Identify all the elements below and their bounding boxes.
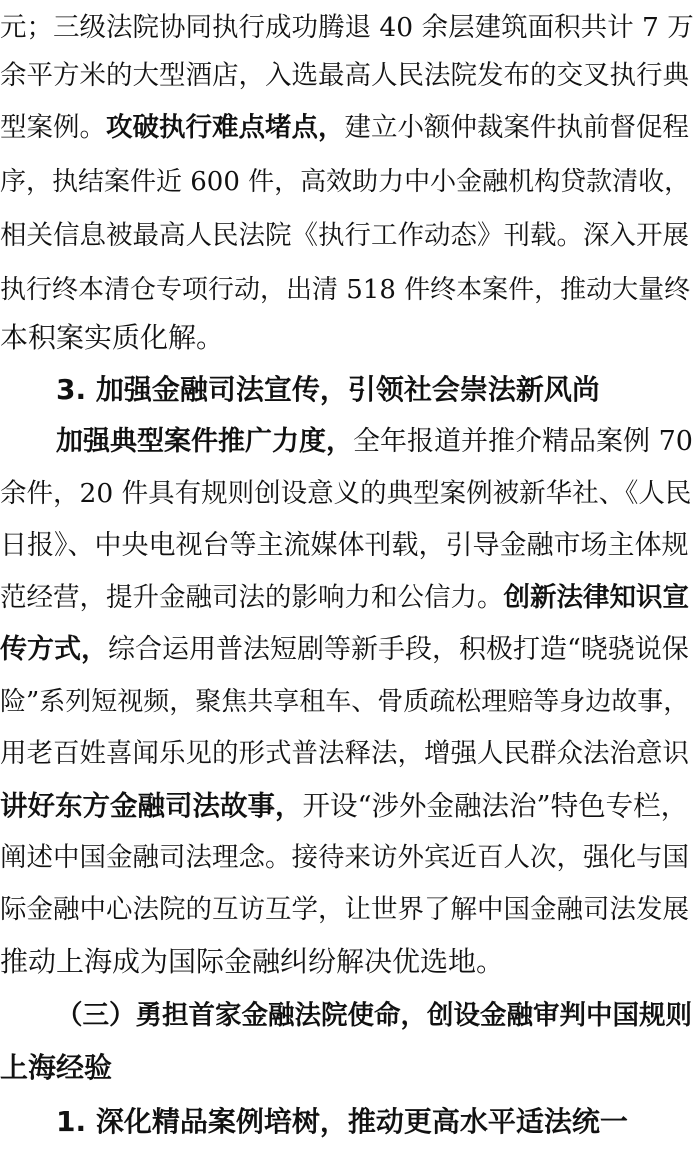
line-text: 建立小额仲裁案件执前督促程 [344,112,689,143]
paragraph-line [0,414,700,470]
bold-phrase: 传方式， [0,634,108,665]
heading-text: 3. 加强金融司法宣传，引领社会崇法新风尚 [56,373,600,406]
paragraph-line [0,466,700,522]
section-heading [0,362,700,418]
line-text: 日报》、中央电视台等主流媒体刊载，引导金融市场主体规 [0,530,689,561]
paragraph-line [0,726,700,782]
section-heading [0,1040,700,1096]
line-text: 范经营，提升金融司法的影响力和公信力。 [0,582,504,613]
line-text: 余件，20 件具有规则创设意义的典型案例被新华社、《人民 [0,478,692,509]
paragraph-line [0,518,700,574]
paragraph-line [0,830,700,886]
paragraph-line [0,934,700,990]
line-text: 开设“涉外金融法治”特色专栏， [302,790,689,822]
line-text: 执行终本清仓专项行动，出清 518 件终本案件，推动大量终 [0,275,691,305]
paragraph-line [0,882,700,938]
line-text: 阐述中国金融司法理念。接待来访外宾近百人次，强化与国 [0,842,689,873]
line-text: 本积案实质化解。 [0,321,225,354]
paragraph-line [0,48,700,104]
paragraph-line [0,100,700,156]
line-text: 综合运用普法短剧等新手段，积极打造“晓骁说保 [108,634,689,665]
line-text: 推动上海成为国际金融纠纷解决优选地。 [0,945,505,978]
section-heading [0,988,700,1044]
line-text: 余平方米的大型酒店，入选最高人民法院发布的交叉执行典 [0,60,689,91]
line-text: 序，执结案件近 600 件，高效助力中小金融机构贷款清收， [0,167,691,197]
line-text: 型案例。 [0,112,106,143]
line-text: 用老百姓喜闻乐见的形式普法释法，增强人民群众法治意识 [0,738,689,769]
heading-text: 上海经验 [0,1051,113,1084]
heading-text: （三）勇担首家金融法院使命，创设金融审判中国规则 [56,1000,692,1031]
line-text: 险”系列短视频，聚焦共享租车、骨质疏松理赔等身边故事， [0,687,690,717]
paragraph-line [0,310,700,366]
bold-phrase: 攻破执行难点堵点， [106,112,345,143]
line-text: 元；三级法院协同执行成功腾退 40 余层建筑面积共计 7 万 [0,12,694,43]
paragraph-line [0,778,700,834]
paragraph-line [0,622,700,678]
line-text: 全年报道并推介精品案例 70 [353,426,693,457]
line-text: 相关信息被最高人民法院《执行工作动态》刊载。深入开展 [0,220,689,251]
heading-text: 1. 深化精品案例培树，推动更高水平适法统一 [56,1105,628,1138]
line-text: 际金融中心法院的互访互学，让世界了解中国金融司法发展 [0,894,689,925]
paragraph-line [0,154,700,210]
bold-phrase: 讲好东方金融司法故事， [0,790,303,822]
section-heading [0,1094,700,1150]
paragraph-line [0,208,700,264]
paragraph-line [0,570,700,626]
paragraph-line [0,674,700,730]
bold-phrase: 加强典型案件推广力度， [56,426,353,457]
bold-phrase: 创新法律知识宣 [503,582,689,613]
